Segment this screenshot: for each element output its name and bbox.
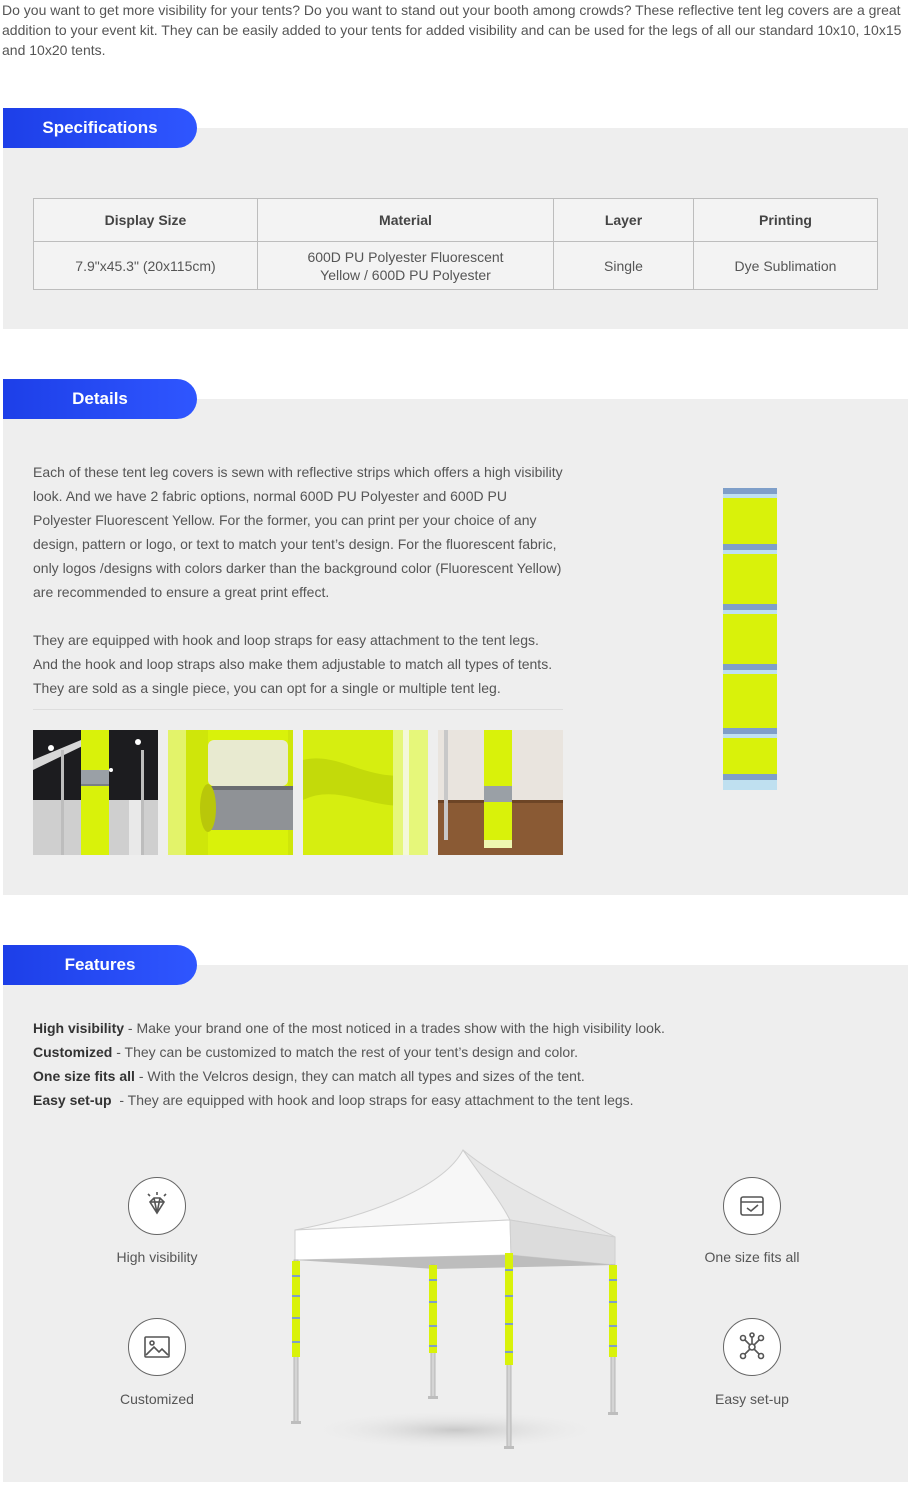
features-heading: Features [3,945,197,985]
cell-printing: Dye Sublimation [694,242,878,290]
divider [33,709,563,710]
details-heading: Details [3,379,197,419]
feature-desc: - Make your brand one of the most noticed in a trades show with the high visibility look. [124,1020,665,1036]
tent-leg-cover-product-image [723,488,777,790]
feature-term: Easy set-up [33,1092,112,1108]
table-header-row [34,199,878,242]
feature-desc: - They are equipped with hook and loop straps for easy attachment to the tent legs. [111,1092,634,1108]
feature-desc: - With the Velcros design, they can match all types and sizes of the tent. [134,1068,585,1084]
thumbnail-velcro-closeup[interactable] [168,730,293,855]
cell-display-size: 7.9"x45.3" (20x115cm) [34,242,258,290]
fit-check-icon [723,1177,781,1235]
specifications-heading: Specifications [3,108,197,148]
feature-label-high-visibility: High visibility [116,1249,198,1265]
feature-label-one-size: One size fits all [704,1249,800,1265]
header-material: Material [258,199,554,242]
network-icon [723,1318,781,1376]
details-paragraph-2: They are equipped with hook and loop straps for easy attachment to the tent legs. And the hook and loop straps also make them adjustable to match all types of tents. They are sold as a single piece, you can opt for a single or multiple tent leg. [33,632,553,696]
feature-label-easy-setup: Easy set-up [715,1391,789,1407]
intro-text: Do you want to get more visibility for your tents? Do you want to stand out your booth among crowds? These reflective tent leg covers are a great addition to your event kit. They can be easily added to your tents for added visibility and can be used for the legs of all our standard 10x10, 10x15 and 10x20 tents. [2,2,902,58]
thumbnail-tent-leg-installed[interactable] [33,730,158,855]
details-paragraph-1: Each of these tent leg covers is sewn with reflective strips which offers a high visibility look. And we have 2 fabric options, normal 600D PU Polyester and 600D PU Polyester Fluorescent Yellow. For the former, you can print per your choice of any design, pattern or logo, or text to match your tent’s design. For the fluorescent fabric, only logos /designs with colors darker than the background color (Fluorescent Yellow) are recommended to ensure a great print effect. [33,464,563,600]
header-display-size: Display Size [34,199,258,242]
feature-term: One size fits all [33,1068,135,1084]
tent-with-leg-covers-image [285,1145,625,1455]
feature-label-customized: Customized [120,1391,194,1407]
diamond-icon [128,1177,186,1235]
thumbnail-fabric-closeup[interactable] [303,730,428,855]
feature-desc: - They can be customized to match the rest of your tent’s design and color. [112,1044,578,1060]
image-icon [128,1318,186,1376]
feature-term: Customized [33,1044,113,1060]
features-list [33,1016,665,1112]
list-item [33,1088,665,1112]
header-layer: Layer [554,199,694,242]
table-row [34,242,878,290]
list-item [33,1016,665,1040]
specifications-table [33,198,878,290]
list-item [33,1040,665,1064]
cell-layer: Single [554,242,694,290]
details-text [33,460,565,700]
list-item [33,1064,665,1088]
thumbnail-tent-leg-floor[interactable] [438,730,563,855]
header-printing: Printing [694,199,878,242]
cell-material: 600D PU Polyester Fluorescent Yellow / 600D PU Polyester [258,242,554,290]
feature-term: High visibility [33,1020,125,1036]
